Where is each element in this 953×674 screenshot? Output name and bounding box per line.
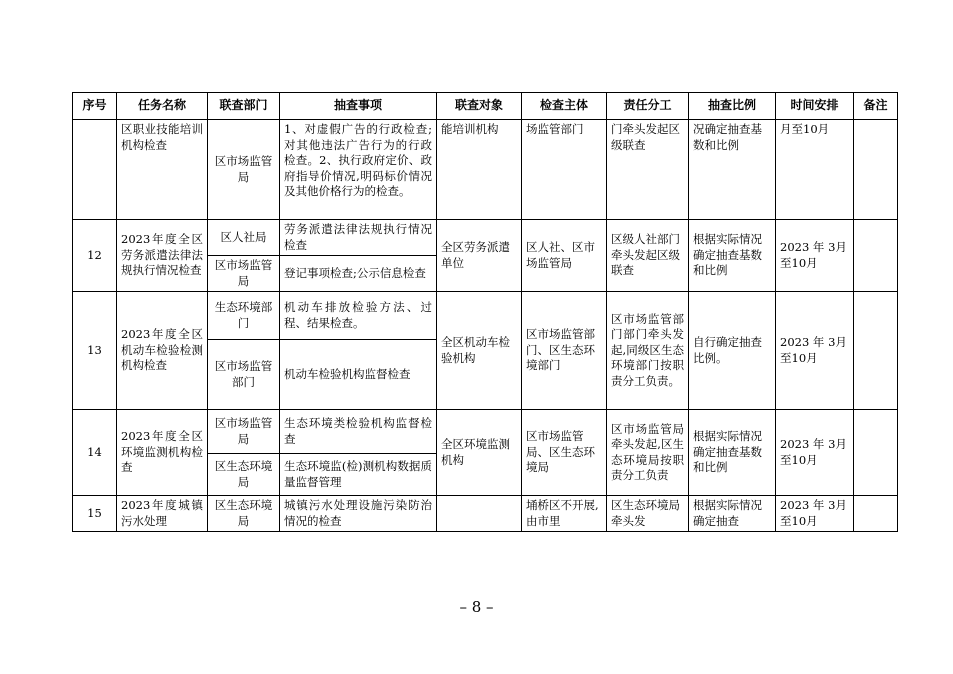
duty-cell: 区市场监管局牵头发起,区生态环境局按职责分工负责 bbox=[607, 410, 689, 496]
ratio-cell: 况确定抽查基数和比例 bbox=[689, 120, 776, 220]
duty-cell: 区级人社部门牵头发起区级联查 bbox=[607, 220, 689, 292]
header-cell: 检查主体 bbox=[522, 93, 607, 120]
task-name: 区职业技能培训机构检查 bbox=[117, 120, 208, 220]
row-number: 12 bbox=[73, 220, 117, 292]
row-number bbox=[73, 120, 117, 220]
header-cell: 联查部门 bbox=[208, 93, 280, 120]
subject-cell: 场监管部门 bbox=[522, 120, 607, 220]
header-cell: 抽查比例 bbox=[689, 93, 776, 120]
table-row bbox=[73, 496, 898, 532]
time-cell: 月至10月 bbox=[776, 120, 854, 220]
task-name: 2023年度全区机动车检验检测机构检查 bbox=[117, 292, 208, 410]
subject-cell: 埇桥区不开展,由市里 bbox=[522, 496, 607, 532]
time-cell: 2023 年 3月至10月 bbox=[776, 410, 854, 496]
inspection-table bbox=[72, 92, 898, 532]
dept-cell: 区市场监管部门 bbox=[208, 340, 280, 410]
item-cell: 生态环境监(检)测机构数据质量监督管理 bbox=[280, 454, 437, 496]
note-cell bbox=[854, 292, 898, 410]
dept-cell: 区生态环境局 bbox=[208, 454, 280, 496]
header-cell: 抽查事项 bbox=[280, 93, 437, 120]
header-cell: 序号 bbox=[73, 93, 117, 120]
table-row bbox=[73, 120, 898, 220]
time-cell: 2023 年 3月至10月 bbox=[776, 220, 854, 292]
table-row bbox=[73, 410, 898, 454]
page-number: – 8 – bbox=[459, 598, 494, 616]
row-number: 13 bbox=[73, 292, 117, 410]
note-cell bbox=[854, 410, 898, 496]
dept-cell: 区人社局 bbox=[208, 220, 280, 256]
item-cell: 生态环境类检验机构监督检查 bbox=[280, 410, 437, 454]
header-cell: 责任分工 bbox=[607, 93, 689, 120]
note-cell bbox=[854, 496, 898, 532]
dept-cell: 区生态环境局 bbox=[208, 496, 280, 532]
task-name: 2023年度城镇污水处理 bbox=[117, 496, 208, 532]
time-cell: 2023 年 3月至10月 bbox=[776, 292, 854, 410]
subject-cell: 区市场监管局、区生态环境局 bbox=[522, 410, 607, 496]
ratio-cell: 根据实际情况确定抽查基数和比例 bbox=[689, 410, 776, 496]
duty-cell: 区市场监管部门部门牵头发起,同级区生态环境部门按职责分工负责。 bbox=[607, 292, 689, 410]
table-row bbox=[73, 220, 898, 256]
task-name: 2023年度全区劳务派遣法律法规执行情况检查 bbox=[117, 220, 208, 292]
dept-cell: 区市场监管局 bbox=[208, 120, 280, 220]
target-cell bbox=[437, 496, 522, 532]
header-cell: 联查对象 bbox=[437, 93, 522, 120]
dept-cell: 区市场监管局 bbox=[208, 410, 280, 454]
item-cell: 机动车排放检验方法、过程、结果检查。 bbox=[280, 292, 437, 340]
target-cell: 全区劳务派遣单位 bbox=[437, 220, 522, 292]
dept-cell: 区市场监管局 bbox=[208, 256, 280, 292]
ratio-cell: 自行确定抽查比例。 bbox=[689, 292, 776, 410]
time-cell: 2023 年 3月至10月 bbox=[776, 496, 854, 532]
header-row bbox=[73, 93, 898, 120]
row-number: 15 bbox=[73, 496, 117, 532]
target-cell: 全区机动车检验机构 bbox=[437, 292, 522, 410]
subject-cell: 区市场监管部门、区生态环境部门 bbox=[522, 292, 607, 410]
header-cell: 任务名称 bbox=[117, 93, 208, 120]
ratio-cell: 根据实际情况确定抽查基数和比例 bbox=[689, 220, 776, 292]
table-row bbox=[73, 292, 898, 340]
dept-cell: 生态环境部门 bbox=[208, 292, 280, 340]
item-cell: 1、对虚假广告的行政检查;对其他违法广告行为的行政检查。2、执行政府定价、政府指导价情况,明码标价情况及其他价格行为的检查。 bbox=[280, 120, 437, 220]
header-cell: 时间安排 bbox=[776, 93, 854, 120]
item-cell: 城镇污水处理设施污染防治情况的检查 bbox=[280, 496, 437, 532]
header-cell: 备注 bbox=[854, 93, 898, 120]
target-cell: 全区环境监测机构 bbox=[437, 410, 522, 496]
row-number: 14 bbox=[73, 410, 117, 496]
ratio-cell: 根据实际情况确定抽查 bbox=[689, 496, 776, 532]
note-cell bbox=[854, 220, 898, 292]
item-cell: 机动车检验机构监督检查 bbox=[280, 340, 437, 410]
item-cell: 劳务派遣法律法规执行情况检查 bbox=[280, 220, 437, 256]
note-cell bbox=[854, 120, 898, 220]
task-name: 2023年度全区环境监测机构检查 bbox=[117, 410, 208, 496]
subject-cell: 区人社、区市场监管局 bbox=[522, 220, 607, 292]
target-cell: 能培训机构 bbox=[437, 120, 522, 220]
duty-cell: 区生态环境局牵头发 bbox=[607, 496, 689, 532]
duty-cell: 门牵头发起区级联查 bbox=[607, 120, 689, 220]
item-cell: 登记事项检查;公示信息检查 bbox=[280, 256, 437, 292]
